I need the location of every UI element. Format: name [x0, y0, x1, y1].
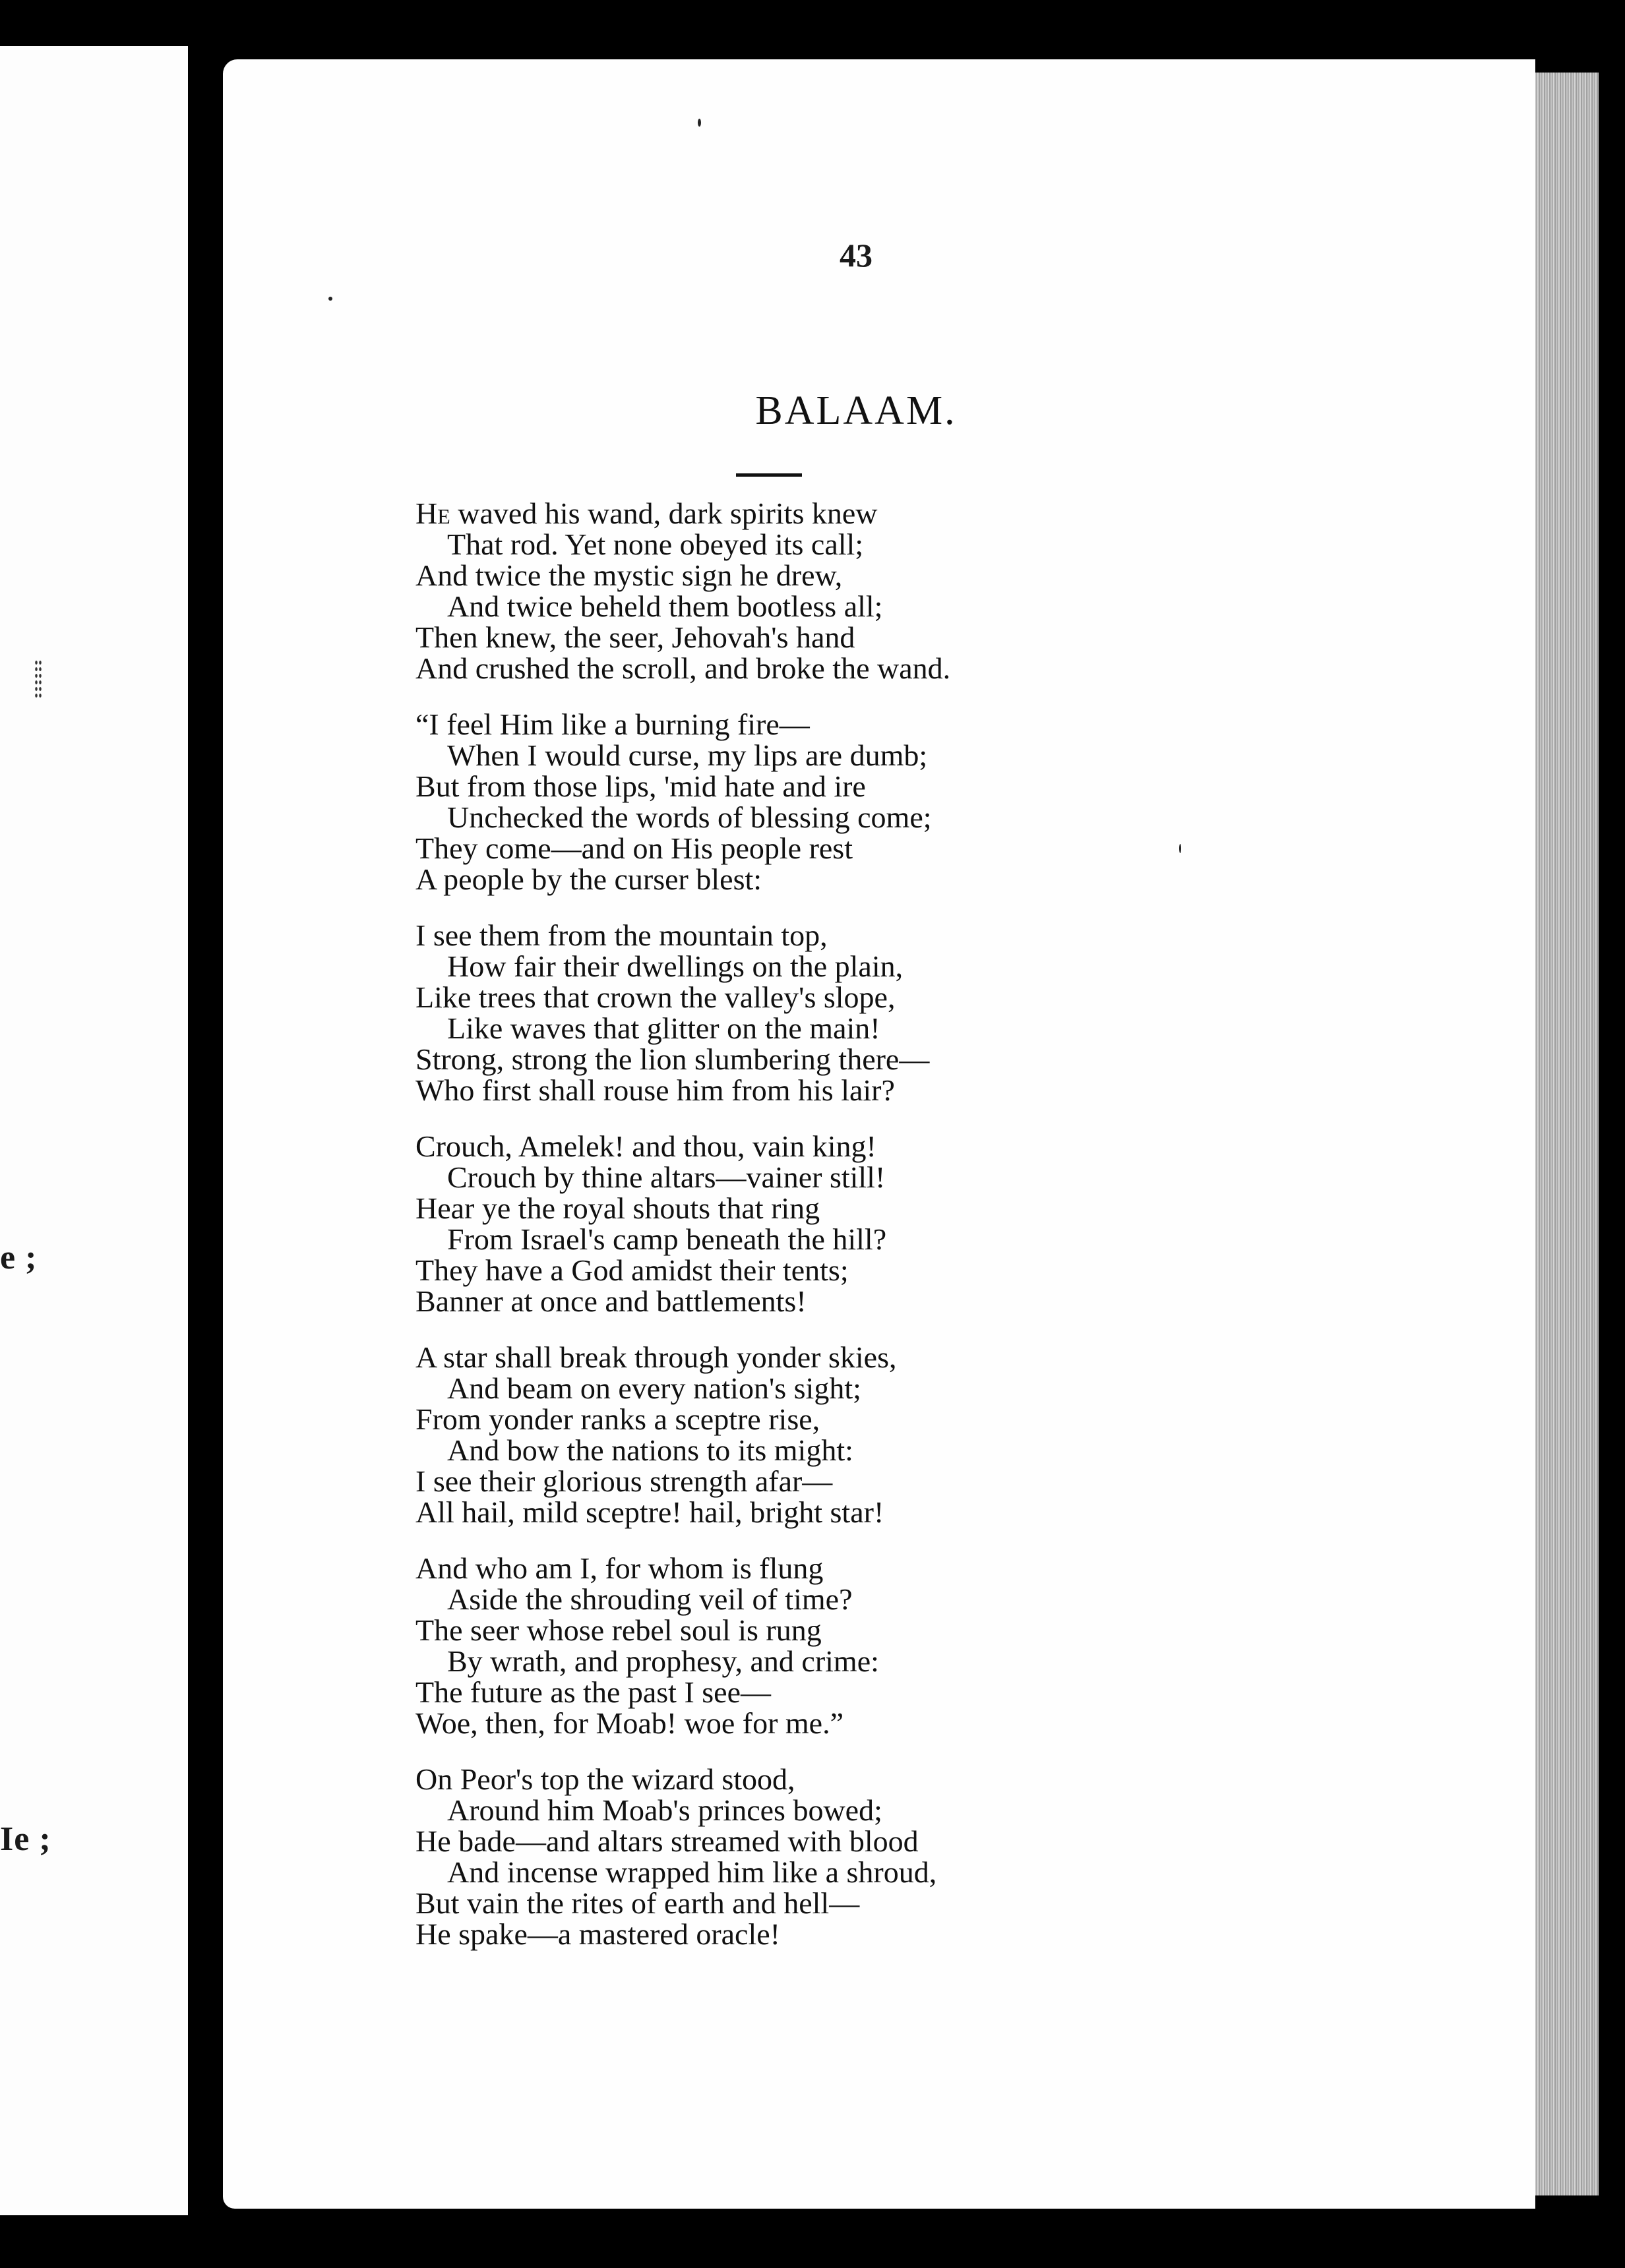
poem-body: [415, 498, 1326, 1975]
poem-line: A people by the curser blest:: [415, 862, 762, 896]
poem-line: How fair their dwellings on the plain,: [447, 949, 904, 983]
poem-stanza: [415, 1342, 1326, 1528]
poem-title: BALAAM.: [755, 388, 957, 433]
book-page: [223, 59, 1535, 2209]
poem-line: Crouch, Amelek! and thou, vain king!: [415, 1129, 876, 1163]
poem-stanza: [415, 1131, 1326, 1317]
poem-line: They have a God amidst their tents;: [415, 1253, 849, 1287]
poem-line: And beam on every nation's sight;: [447, 1371, 861, 1405]
poem-line: “I feel Him like a burning fire—: [415, 707, 810, 741]
poem-stanza: [415, 498, 1326, 684]
poem-line: I see them from the mountain top,: [415, 918, 828, 952]
poem-line: Like trees that crown the valley's slope,: [415, 980, 896, 1014]
poem-line: I see their glorious strength afar—: [415, 1464, 833, 1498]
page-edge-stack: [1535, 73, 1599, 2195]
poem-line: On Peor's top the wizard stood,: [415, 1762, 795, 1796]
poem-line: Woe, then, for Moab! woe for me.”: [415, 1706, 844, 1740]
poem-line: By wrath, and prophesy, and crime:: [447, 1644, 879, 1678]
poem-line: Unchecked the words of blessing come;: [447, 800, 932, 834]
poem-line: [415, 498, 1326, 529]
poem-line: And incense wrapped him like a shroud,: [447, 1855, 937, 1889]
poem-line: When I would curse, my lips are dumb;: [447, 738, 928, 772]
poem-line: Then knew, the seer, Jehovah's hand: [415, 620, 855, 654]
poem-stanza: [415, 709, 1326, 895]
poem-line: And crushed the scroll, and broke the wand.: [415, 651, 951, 685]
poem-line: He spake—a mastered oracle!: [415, 1917, 780, 1951]
poem-line: But vain the rites of earth and hell—: [415, 1886, 860, 1920]
poem-line: Crouch by thine altars—vainer still!: [447, 1160, 886, 1194]
poem-stanza: [415, 1764, 1326, 1950]
poem-line: And twice beheld them bootless all;: [447, 589, 883, 623]
poem-line: From yonder ranks a sceptre rise,: [415, 1402, 820, 1436]
page-number: 43: [840, 237, 873, 274]
poem-line: The seer whose rebel soul is rung: [415, 1613, 822, 1647]
title-rule: [736, 473, 802, 477]
print-speck: [1179, 844, 1181, 853]
poem-stanza: [415, 920, 1326, 1106]
poem-stanza: [415, 1553, 1326, 1739]
poem-line: Like waves that glitter on the main!: [447, 1011, 880, 1045]
poem-line: Strong, strong the lion slumbering there—: [415, 1042, 930, 1076]
poem-opening-word: He: [415, 496, 450, 530]
poem-line: But from those lips, 'mid hate and ire: [415, 769, 866, 803]
print-specks: [34, 659, 42, 699]
poem-line-text: waved his wand, dark spirits knew: [450, 496, 878, 530]
poem-line: And bow the nations to its might:: [447, 1433, 853, 1467]
previous-page-fragment: Ie ;: [0, 1820, 51, 1858]
previous-page-margin: [0, 46, 188, 2215]
poem-line: He bade—and altars streamed with blood: [415, 1824, 919, 1858]
poem-line: A star shall break through yonder skies,: [415, 1340, 897, 1374]
book-gutter: [188, 0, 224, 2268]
poem-line: Aside the shrouding veil of time?: [447, 1582, 853, 1616]
print-speck: [698, 119, 701, 127]
poem-line: And twice the mystic sign he drew,: [415, 558, 843, 592]
print-speck: [328, 297, 332, 301]
poem-line: Who first shall rouse him from his lair?: [415, 1073, 895, 1107]
poem-line: Banner at once and battlements!: [415, 1284, 807, 1318]
poem-line: Around him Moab's princes bowed;: [447, 1793, 882, 1827]
poem-line: From Israel's camp beneath the hill?: [447, 1222, 887, 1256]
previous-page-fragment: e ;: [0, 1239, 38, 1276]
poem-line: They come—and on His people rest: [415, 831, 853, 865]
poem-line: The future as the past I see—: [415, 1675, 772, 1709]
poem-line: All hail, mild sceptre! hail, bright star!: [415, 1495, 884, 1529]
poem-line: That rod. Yet none obeyed its call;: [447, 527, 864, 561]
poem-line: Hear ye the royal shouts that ring: [415, 1191, 820, 1225]
poem-line: And who am I, for whom is flung: [415, 1551, 824, 1585]
